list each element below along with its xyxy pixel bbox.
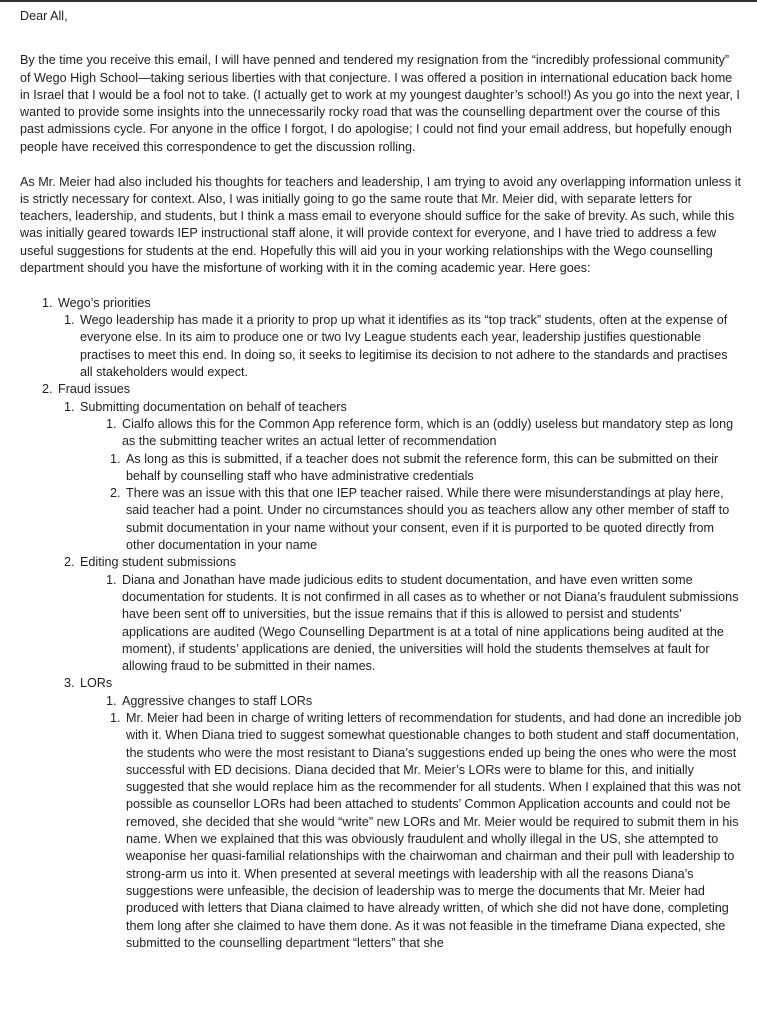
sub-list [84,451,743,555]
list-item [20,554,743,675]
list-marker: 1. [110,451,121,466]
list-marker: 1. [106,416,117,431]
list-item-title: Editing student submissions [80,555,237,570]
list-marker: 1. [110,710,121,725]
sub-list [20,399,743,953]
salutation: Dear All, [20,9,68,23]
list-item [62,693,743,952]
sub-list [62,416,743,554]
list-item [20,399,743,555]
list-item-text: Wego leadership has made it a priority to prop up what it identifies as its “top track” students, often at the expense of everyone else. In its aim to produce one or two Ivy League students each year, leadership justifies questionable practises to meet this end. In doing so, it seeks to legitimise its decision to not adhere to the standards and practises all stakeholders would expect. [80,313,728,380]
list-item-text: Cialfo allows this for the Common App reference form, which is an (oddly) useless but mandatory step as long as the submitting teacher writes an actual letter of recommendation [122,416,734,449]
outline-list [20,295,743,952]
sub-list [62,693,743,952]
list-item-text: Mr. Meier had been in charge of writing letters of recommendation for students, and had done an incredible job with it. When Diana tried to suggest somewhat questionable changes to both student and staff documentation, the students who were the most resistant to Diana’s suggestions ended up being the ones who were the most successful with ED decisions. Diana decided that Mr. Meier’s LORs were to blame for this, and initially suggested that she would replace him as the recommender for all students. When I explained that this was not possible as counsellor LORs had been attached to students’ Common Application accounts and could not be removed, she decided that she would “write” new LORs and Mr. Meier would be required to submit them in his name. When we explained that this was obviously fraudulent and wholly illegal in the US, she attempted to weaponise her quasi-familial relationships with the chairwoman and chairman and their pull with leadership to strong-arm us into it. When presented at several meetings with leadership with all the reasons Diana’s suggestions were unfeasible, the decision of leadership was to merge the documents that Mr. Meier had produced with letters that Diana claimed to have already written, of which she did not have done, completing them long after she claimed to have them done. As it was not feasible in the timeframe Diana expected, she submitted to the counselling department “letters” that she [126,710,742,950]
list-marker: 2. [110,486,121,501]
list-item-text: Diana and Jonathan have made judicious edits to student documentation, and have even written some documentation for students. It is not confirmed in all cases as to whether or not Diana’s fraudulent submissions have been sent off to universities, but the issue remains that if this is allowed to persist and students’ applications are audited (Wego Counselling Department is at a total of nine applications being audited at the moment), if students’ applications are denied, the universities will hold the students themselves at fault for allowing fraud to be submitted in their names. [122,572,739,674]
top-divider [0,0,757,2]
list-marker: 1. [64,313,75,328]
list-item-title: LORs [80,676,113,691]
list-item [20,675,743,952]
list-marker: 1. [64,399,75,414]
list-marker: 2. [42,382,53,397]
sub-list [84,710,743,952]
list-item [62,416,743,554]
list-item-title: Fraud issues [58,382,131,397]
list-marker: 2. [64,555,75,570]
list-marker: 1. [106,572,117,587]
list-item [20,312,743,381]
list-item [84,485,743,554]
list-item-title: Wego’s priorities [58,295,151,310]
sub-list [62,572,743,676]
sub-list [20,312,743,381]
list-marker: 1. [106,693,117,708]
list-item [84,451,743,486]
list-marker: 3. [64,676,75,691]
list-item [62,572,743,676]
list-item [20,295,743,381]
list-item-title: Aggressive changes to staff LORs [122,693,313,708]
list-item-text: There was an issue with this that one IEP teacher raised. While there were misunderstandings at play here, said teacher had a point. Under no circumstances should you as teachers allow any other member of staff to submit documentation in your name without your consent, even if it is purported to be quoted directly from other documentation in your name [126,486,730,553]
list-item-text: As long as this is submitted, if a teacher does not submit the reference form, this can be submitted on their behalf by counselling staff who have administrative credentials [126,451,719,483]
list-item [84,710,743,952]
list-item [20,381,743,952]
intro-paragraph: By the time you receive this email, I will have penned and tendered my resignation from the “incredibly professional community” of Wego High School—taking serious liberties with that conjecture. I was offered a position in international education back home in Israel that I would be a fool not to take. (I actually get to work at my youngest daughter’s school!) As you go into the next year, I wanted to provide some insights into the unnecessarily rocky road that was the counselling department over the course of this past admissions cycle. For anyone in the office I forgot, I do apologise; I could not find your email address, but hopefully enough people have received this correspondence to get the discussion rolling. [20,53,740,154]
context-paragraph: As Mr. Meier had also included his thoughts for teachers and leadership, I am trying to avoid any overlapping information unless it is strictly necessary for context. Also, I was initially going to go the same route that Mr. Meier did, with separate letters for teachers, leadership, and students, but I think a mass email to everyone should suffice for the sake of brevity. As such, while this was initially geared towards IEP instructional staff alone, it will provide context for everyone, and I have tried to address a few useful suggestions for students at the end. Hopefully this will aid you in your working relationships with the Wego counselling department should you have the misfortune of working with it in the coming academic year. Here goes: [20,174,742,276]
list-marker: 1. [42,295,53,310]
list-item-title: Submitting documentation on behalf of teachers [80,399,347,414]
